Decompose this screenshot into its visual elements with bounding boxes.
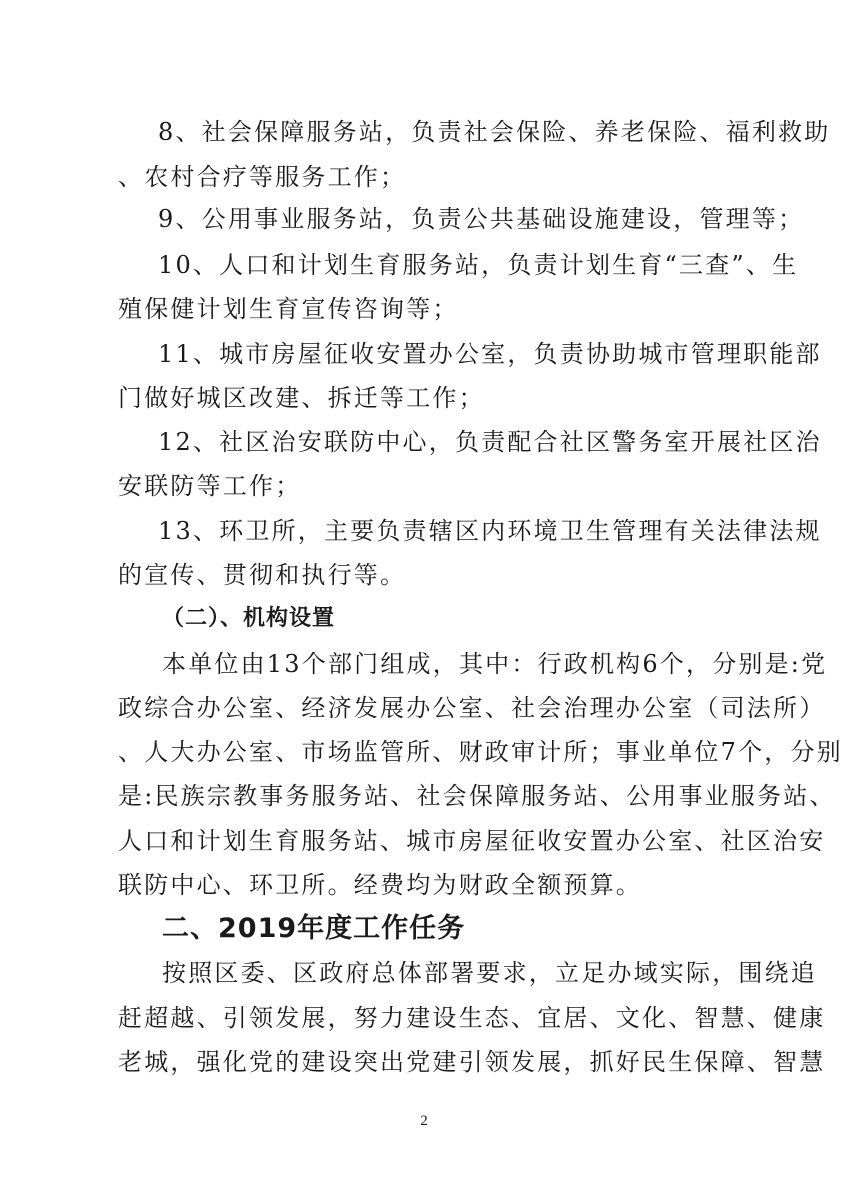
paragraph-line: 殖保健计划生育宣传咨询等； bbox=[118, 295, 459, 323]
paragraph-line: 老城，强化党的建设突出党建引领发展，抓好民生保障、智慧 bbox=[118, 1048, 826, 1076]
paragraph-line: 按照区委、区政府总体部署要求，立足办域实际，围绕追 bbox=[162, 959, 817, 987]
paragraph-line: 安联防等工作； bbox=[118, 472, 302, 500]
paragraph-line: 本单位由13个部门组成，其中：行政机构6个，分别是:党 bbox=[162, 650, 828, 678]
paragraph-line: 8、社会保障服务站，负责社会保险、养老保险、福利救助 bbox=[158, 118, 831, 146]
paragraph-line: 人口和计划生育服务站、城市房屋征收安置办公室、社区治安 bbox=[118, 827, 826, 855]
paragraph-line: 、农村合疗等服务工作； bbox=[118, 163, 407, 191]
page-number: 2 bbox=[420, 1113, 428, 1129]
section-heading: （二）、机构设置 bbox=[162, 606, 336, 631]
paragraph-line: 门做好城区改建、拆迁等工作； bbox=[118, 384, 485, 412]
paragraph-line: 10、人口和计划生育服务站，负责计划生育“三查”、生 bbox=[158, 251, 799, 279]
paragraph-line: 9、公用事业服务站，负责公共基础设施建设，管理等； bbox=[158, 205, 805, 233]
paragraph-line: 的宣传、贯彻和执行等。 bbox=[118, 561, 407, 589]
paragraph-line: 政综合办公室、经济发展办公室、社会治理办公室（司法所） bbox=[118, 694, 826, 722]
paragraph-line: 、人大办公室、市场监管所、财政审计所；事业单位7个，分别 bbox=[118, 738, 843, 766]
paragraph-line: 11、城市房屋征收安置办公室，负责协助城市管理职能部 bbox=[158, 340, 822, 368]
paragraph-line: 13、环卫所，主要负责辖区内环境卫生管理有关法律法规 bbox=[158, 517, 822, 545]
paragraph-line: 联防中心、环卫所。经费均为财政全额预算。 bbox=[118, 871, 642, 899]
paragraph-line: 12、社区治安联防中心，负责配合社区警务室开展社区治 bbox=[158, 428, 822, 456]
paragraph-line: 是:民族宗教事务服务站、社会保障服务站、公用事业服务站、 bbox=[118, 782, 836, 810]
paragraph-line: 赶超越、引领发展，努力建设生态、宜居、文化、智慧、健康 bbox=[118, 1004, 826, 1032]
section-title: 二、2019年度工作任务 bbox=[162, 913, 466, 944]
